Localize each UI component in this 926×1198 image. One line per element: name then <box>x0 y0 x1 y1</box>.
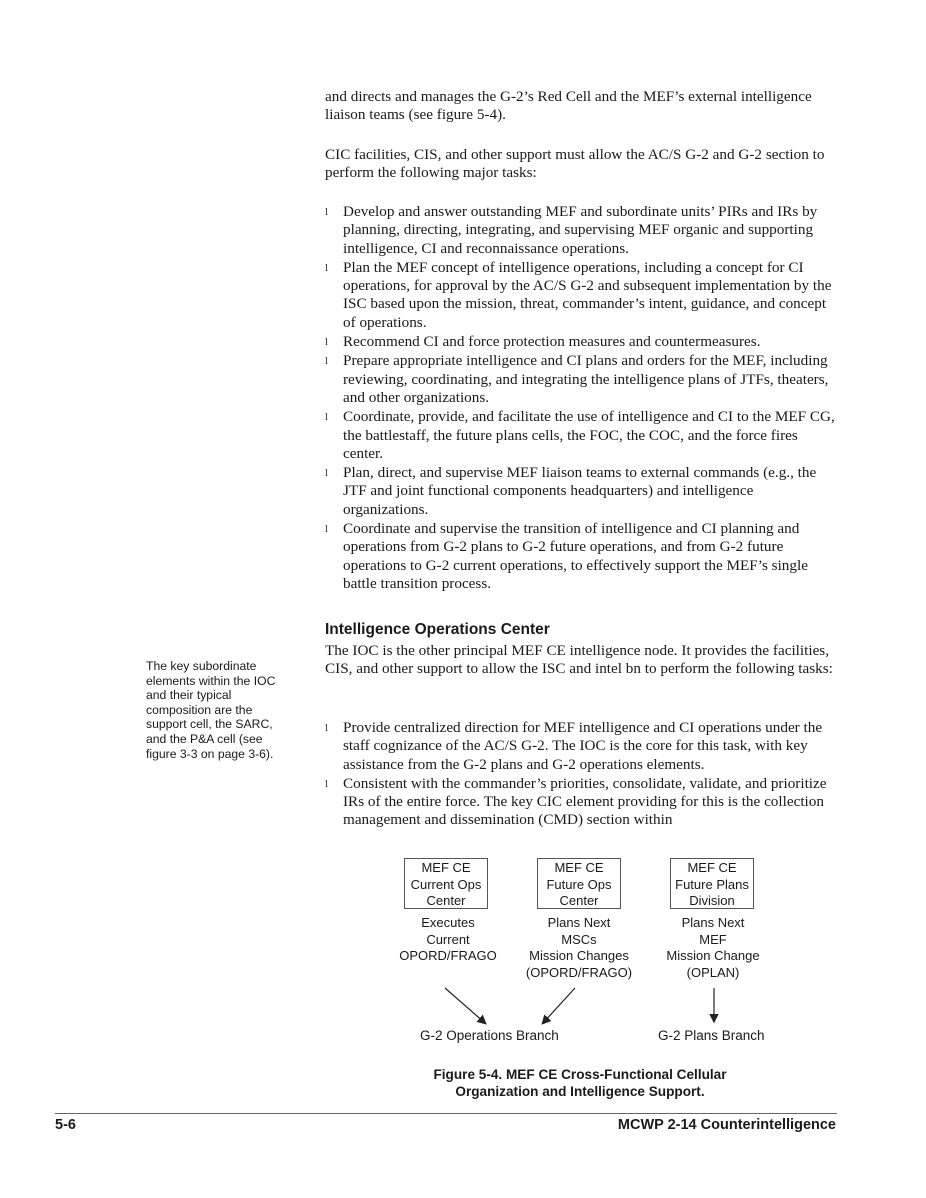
arrow-future-to-ops-branch <box>543 988 575 1023</box>
ioc-tasks-list <box>325 719 835 831</box>
tasks-paragraph: CIC facilities, CIS, and other support must allow the AC/S G-2 and G-2 section to perform the following major tasks: <box>325 146 825 182</box>
page-number: 5-6 <box>55 1117 76 1133</box>
section-heading: Intelligence Operations Center <box>325 621 550 638</box>
list-item: l Coordinate, provide, and facilitate the use of intelligence and CI to the MEF CG, the battlestaff, the future plans cells, the FOC, the COC, and the force fires center. <box>325 408 835 462</box>
bullet-icon: l <box>325 261 329 274</box>
list-item: l Coordinate and supervise the transition of intelligence and CI planning and operations from G-2 plans to G-2 future operations, and from G-2 future operations to G-2 current operations, to effectively support the MEF’s single battle transition process. <box>325 520 808 592</box>
g2-operations-branch-label: G-2 Operations Branch <box>420 1028 559 1043</box>
bullet-icon: l <box>325 467 329 480</box>
ioc-paragraph: The IOC is the other principal MEF CE intelligence node. It provides the facilities, CIS, and other support to allow the ISC and intel bn to perform the following tasks: <box>325 642 833 678</box>
publication-title: MCWP 2-14 Counterintelligence <box>617 1117 836 1133</box>
current-ops-center-box: MEF CE Current Ops Center <box>404 858 488 909</box>
diagram-arrows <box>390 853 790 1048</box>
major-tasks-list <box>325 203 835 594</box>
list-item: l Provide centralized direction for MEF intelligence and CI operations under the staff cognizance of the AC/S G-2. The IOC is the core for this task, with key assistance from the G-2 plans and G-2 operations elements. <box>325 719 823 773</box>
footer-divider <box>55 1113 837 1114</box>
bullet-icon: l <box>325 336 329 349</box>
bullet-icon: l <box>325 206 329 218</box>
intro-paragraph: and directs and manages the G-2’s Red Cell and the MEF’s external intelligence liaison teams (see figure 5-4). <box>325 88 812 124</box>
org-diagram <box>390 853 790 1048</box>
margin-note: The key subordinate elements within the IOC and their typical composition are the support cell, the SARC, and the P&A cell (see figure 3-3 on page 3-6). <box>146 659 276 761</box>
list-item: l Prepare appropriate intelligence and CI plans and orders for the MEF, including reviewing, coordinating, and integrating the intelligence plans of JTFs, theaters, and other organizations. <box>325 352 829 406</box>
list-item: l Plan the MEF concept of intelligence operations, including a concept for CI operations, for approval by the AC/S G-2 and subsequent implementation by the ISC based upon the mission, threat, commander’s intent, guidance, and concept of operations. <box>325 258 832 331</box>
future-plans-division-box: MEF CE Future Plans Division <box>670 858 754 909</box>
figure-caption: Figure 5-4. MEF CE Cross-Functional Cellular Organization and Intelligence Support. <box>433 1067 727 1099</box>
bullet-icon: l <box>325 411 329 424</box>
g2-plans-branch-label: G-2 Plans Branch <box>658 1028 765 1043</box>
bullet-icon: l <box>325 523 329 536</box>
bullet-icon: l <box>325 355 329 368</box>
list-item: l Recommend CI and force protection measures and countermeasures. <box>325 333 761 351</box>
future-plans-description: Plans Next MEF Mission Change (OPLAN) <box>666 915 760 980</box>
list-item: l Plan, direct, and supervise MEF liaison teams to external commands (e.g., the JTF and joint functional components headquarters) and intelligence organizations. <box>325 464 817 518</box>
list-item: l Develop and answer outstanding MEF and subordinate units’ PIRs and IRs by planning, directing, integrating, and supervising MEF organic and supporting intelligence, CI and reconnaissance operations. <box>325 203 818 257</box>
current-ops-description: Executes Current OPORD/FRAGO <box>399 915 497 963</box>
future-ops-description: Plans Next MSCs Mission Changes (OPORD/FRAGO) <box>525 915 633 980</box>
arrow-current-to-ops-branch <box>445 988 485 1023</box>
future-ops-center-box: MEF CE Future Ops Center <box>537 858 621 909</box>
list-item: l Consistent with the commander’s priorities, consolidate, validate, and prioritize IRs of the entire force. The key CIC element providing for this is the collection management and dissemination (CMD) section within <box>325 774 827 829</box>
bullet-icon: l <box>325 722 329 734</box>
bullet-icon: l <box>325 777 329 790</box>
